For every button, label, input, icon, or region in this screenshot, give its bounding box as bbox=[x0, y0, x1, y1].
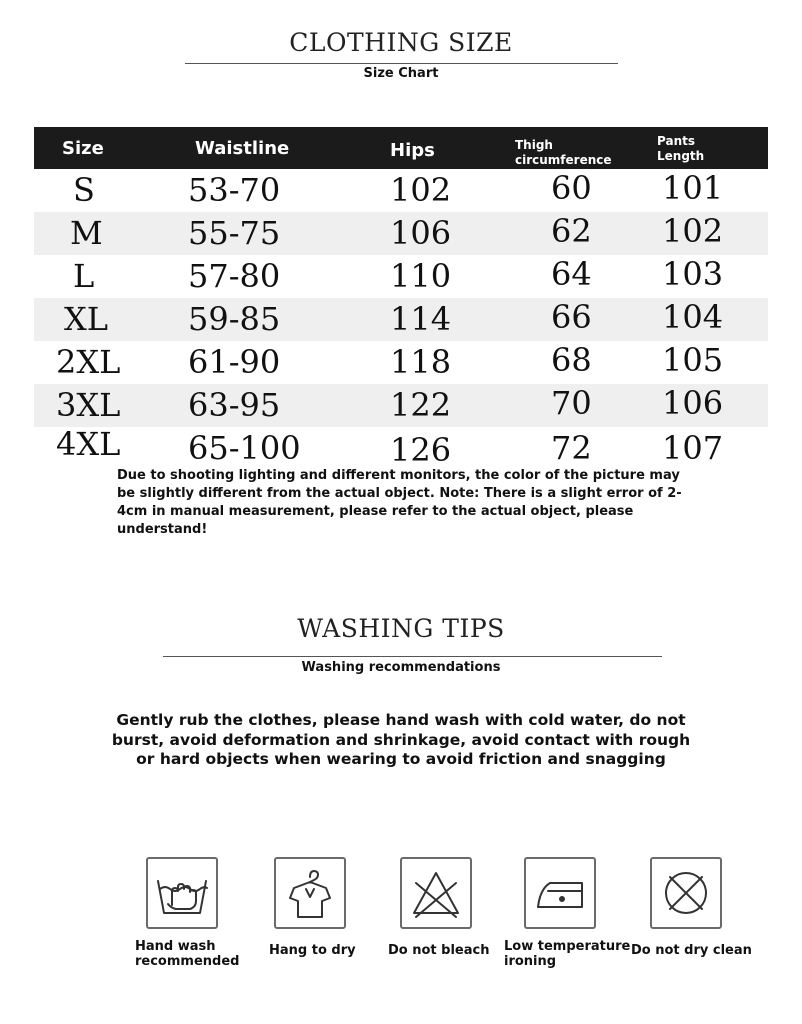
washing-tips-title: WASHING TIPS bbox=[297, 614, 505, 643]
cell-thigh: 66 bbox=[551, 298, 592, 336]
cell-waistline: 57-80 bbox=[188, 257, 281, 295]
cell-hips: 106 bbox=[390, 214, 452, 252]
cell-thigh: 64 bbox=[551, 255, 592, 293]
cell-size: 2XL bbox=[56, 343, 121, 381]
cell-waistline: 61-90 bbox=[188, 343, 281, 381]
washing-description: Gently rub the clothes, please hand wash with cold water, do not burst, avoid deformation and shrinkage, avoid contact with rough or hard objects when wearing to avoid friction and snagging bbox=[111, 711, 691, 768]
low-iron-label-line2: ironing bbox=[504, 954, 557, 969]
no-bleach-icon bbox=[400, 857, 472, 929]
cell-size: M bbox=[70, 214, 103, 252]
hand-wash-icon bbox=[146, 857, 218, 929]
cell-hips: 102 bbox=[390, 171, 452, 209]
cell-size: L bbox=[73, 257, 95, 295]
header-thigh-line2: circumference bbox=[515, 153, 612, 167]
hang-dry-label: Hang to dry bbox=[269, 943, 356, 958]
cell-hips: 114 bbox=[390, 300, 452, 338]
cell-size: 4XL bbox=[56, 425, 121, 463]
cell-pants-length: 103 bbox=[662, 255, 724, 293]
clothing-size-divider bbox=[185, 63, 618, 64]
cell-hips: 118 bbox=[390, 343, 452, 381]
cell-pants-length: 106 bbox=[662, 384, 724, 422]
table-row bbox=[34, 384, 768, 427]
low-iron-label bbox=[504, 939, 630, 969]
cell-hips: 126 bbox=[390, 431, 452, 469]
cell-pants-length: 105 bbox=[662, 341, 724, 379]
cell-pants-length: 104 bbox=[662, 298, 724, 336]
cell-size: 3XL bbox=[56, 386, 121, 424]
cell-pants-length: 101 bbox=[662, 169, 724, 207]
header-thigh bbox=[515, 138, 612, 168]
hand-wash-label bbox=[135, 939, 239, 969]
cell-hips: 110 bbox=[390, 257, 452, 295]
header-hips: Hips bbox=[390, 140, 435, 161]
cell-thigh: 68 bbox=[551, 341, 592, 379]
washing-tips-divider bbox=[163, 656, 662, 657]
cell-waistline: 65-100 bbox=[188, 429, 301, 467]
table-row bbox=[34, 341, 768, 384]
cell-thigh: 60 bbox=[551, 169, 592, 207]
hand-wash-label-line2: recommended bbox=[135, 954, 240, 969]
cell-waistline: 59-85 bbox=[188, 300, 281, 338]
cell-waistline: 53-70 bbox=[188, 171, 281, 209]
header-thigh-line1: Thigh bbox=[515, 138, 553, 152]
header-pants-length bbox=[657, 134, 704, 164]
header-waistline: Waistline bbox=[195, 138, 290, 159]
clothing-size-title: CLOTHING SIZE bbox=[289, 28, 513, 57]
header-size: Size bbox=[62, 138, 104, 159]
size-table-header bbox=[34, 127, 768, 169]
no-dry-clean-label: Do not dry clean bbox=[631, 943, 752, 958]
header-pants-line1: Pants bbox=[657, 134, 695, 148]
size-chart-subtitle: Size Chart bbox=[363, 66, 439, 81]
hang-dry-icon bbox=[274, 857, 346, 929]
measurement-note: Due to shooting lighting and different monitors, the color of the picture may be slightly different from the actual object. Note: There is a slight error of 2-4cm in manual measurement, please refer to the actual object, please understand! bbox=[117, 468, 682, 537]
low-iron-icon bbox=[524, 857, 596, 929]
hand-wash-label-line1: Hand wash bbox=[135, 939, 216, 954]
table-row bbox=[34, 427, 768, 470]
cell-size: S bbox=[73, 171, 95, 209]
cell-pants-length: 102 bbox=[662, 212, 724, 250]
cell-waistline: 55-75 bbox=[188, 214, 281, 252]
table-row bbox=[34, 298, 768, 341]
cell-hips: 122 bbox=[390, 386, 452, 424]
cell-pants-length: 107 bbox=[662, 429, 724, 467]
cell-thigh: 72 bbox=[551, 429, 592, 467]
cell-size: XL bbox=[64, 300, 109, 338]
table-row bbox=[34, 212, 768, 255]
table-row bbox=[34, 169, 768, 212]
cell-waistline: 63-95 bbox=[188, 386, 281, 424]
no-dry-clean-icon bbox=[650, 857, 722, 929]
header-pants-line2: Length bbox=[657, 149, 705, 163]
cell-thigh: 62 bbox=[551, 212, 592, 250]
no-bleach-label: Do not bleach bbox=[388, 943, 490, 958]
washing-recommendations-subtitle: Washing recommendations bbox=[301, 660, 501, 675]
cell-thigh: 70 bbox=[551, 384, 592, 422]
table-row bbox=[34, 255, 768, 298]
low-iron-label-line1: Low temperature bbox=[504, 939, 631, 954]
